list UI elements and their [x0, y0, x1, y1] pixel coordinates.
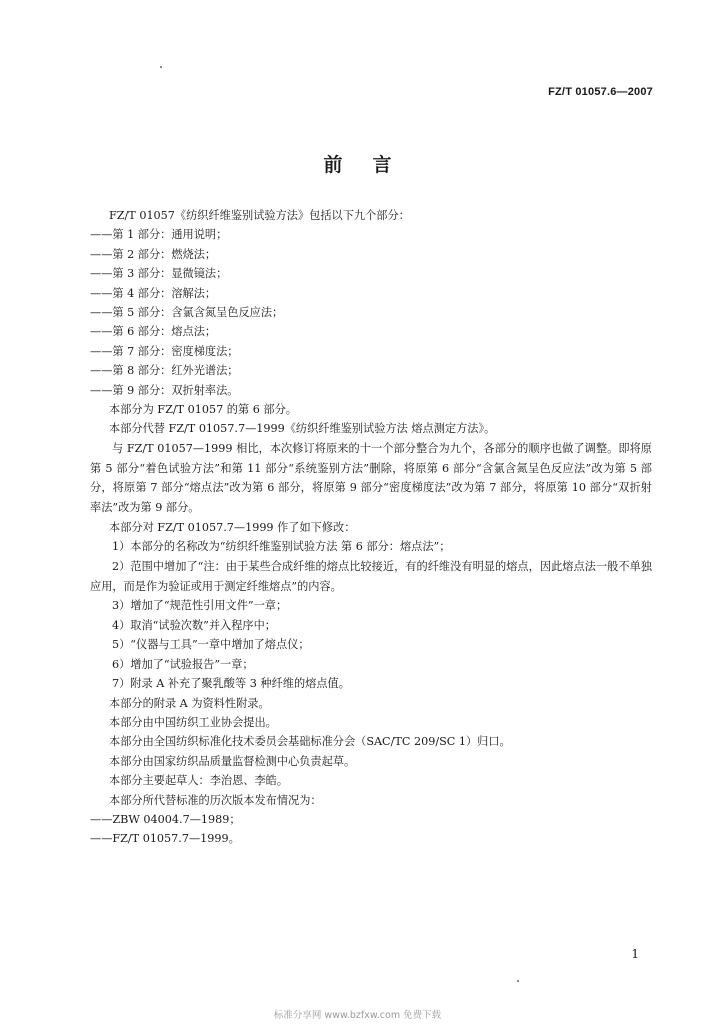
comparison-paragraph: 与 FZ/T 01057—1999 相比，本次修订将原来的十一个部分整合为九个，各部分的顺序也做了调整。即将原第 5 部分“着色试验方法”和第 11 部分“系统鉴别方法”删除，将原第 6 部分“含氯含氮呈色反应法”改为第 5 部分，将原第 7 部分“熔点法”改为第 6 部分，将原第 9 部分“密度梯度法”改为第 7 部分，将原第 10 部分“双折射率法”改为第 9 部分。	[90, 441, 652, 515]
list-item: 4）取消“试验次数”并入程序中；	[112, 618, 276, 632]
list-item: 2）范围中增加了“注：由于某些合成纤维的熔点比较接近，有的纤维没有明显的熔点，因此熔点法一般不单独应用，而是作为验证或用于测定纤维熔点”的内容。	[90, 559, 652, 593]
list-item: 5）“仪器与工具”一章中增加了熔点仪；	[112, 638, 310, 652]
footer-watermark: 标准分享网 www.bzfxw.com 免费下载	[273, 1010, 442, 1021]
scan-speck	[160, 66, 162, 68]
list-item: 7）附录 A 补充了聚乳酸等 3 种纤维的熔点值。	[112, 677, 350, 691]
list-item: ——第 1 部分：通用说明；	[90, 228, 228, 242]
list-item: ——第 9 部分：双折射率法。	[90, 383, 239, 397]
closing-line: 本部分由中国纺织工业协会提出。	[109, 715, 277, 729]
list-item: 3）增加了“规范性引用文件”一章；	[112, 599, 288, 613]
list-item: ——第 5 部分：含氯含氮呈色反应法；	[90, 306, 284, 320]
list-item: ——第 4 部分：溶解法；	[90, 286, 217, 300]
list-item: ——第 6 部分：熔点法；	[90, 325, 217, 339]
list-item: ——第 8 部分：红外光谱法；	[90, 364, 239, 378]
statement-replace: 本部分代替 FZ/T 01057.7—1999《纺织纤维鉴别试验方法 熔点测定方法》。	[109, 422, 496, 436]
parts-list	[90, 225, 652, 400]
list-item: ——ZBW 04004.7—1989；	[90, 812, 241, 826]
document-body	[90, 206, 652, 849]
list-item: ——第 2 部分：燃烧法；	[90, 247, 217, 261]
page-title: 前言	[323, 154, 422, 176]
history-list	[90, 810, 652, 849]
list-item: 1）本部分的名称改为“纺织纤维鉴别试验方法 第 6 部分：熔点法”；	[112, 540, 451, 554]
list-item: ——FZ/T 01057.7—1999。	[90, 832, 240, 846]
changes-intro: 本部分对 FZ/T 01057.7—1999 作了如下修改：	[109, 521, 356, 535]
statement-part: 本部分为 FZ/T 01057 的第 6 部分。	[109, 403, 297, 417]
closing-line: 本部分所代替标准的历次版本发布情况为：	[109, 793, 322, 807]
page-number: 1	[631, 947, 639, 961]
standard-code: FZ/T 01057.6—2007	[548, 86, 653, 98]
list-item: ——第 3 部分：显微镜法；	[90, 267, 228, 281]
changes-list	[90, 537, 652, 693]
list-item: 6）增加了“试验报告”一章；	[112, 657, 254, 671]
closing-line: 本部分的附录 A 为资料性附录。	[109, 696, 270, 710]
closing-line: 本部分主要起草人：李治恩、李皓。	[109, 774, 289, 788]
closing-line: 本部分由国家纺织品质量监督检测中心负责起草。	[109, 754, 356, 768]
closing-line: 本部分由全国纺织标准化技术委员会基础标准分会（SAC/TC 209/SC 1）归口。	[109, 735, 511, 749]
closing-statements	[90, 694, 652, 810]
scan-speck	[517, 980, 519, 982]
list-item: ——第 7 部分：密度梯度法；	[90, 344, 239, 358]
intro-line: FZ/T 01057《纺织纤维鉴别试验方法》包括以下九个部分：	[109, 209, 410, 222]
